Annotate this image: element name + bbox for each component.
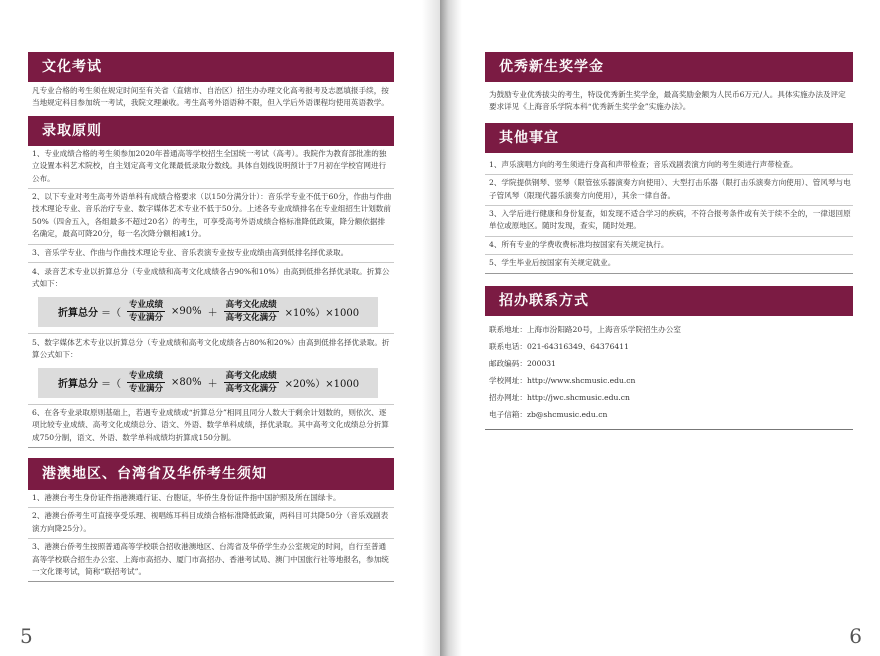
culture-exam-text: 凡专业合格的考生须在规定时间至有关省（直辖市、自治区）招生办办理文化高考报考及志愿填报手续，按当地规定科目参加统一考试，我院文理兼收。考生高考外语语种不限，但入学后外语课程均使用英语教学。 [32, 86, 389, 108]
section-title-culture-exam: 文化考试 [28, 52, 394, 82]
scholarship-text: 为鼓励专业优秀拔尖的考生，特设优秀新生奖学金，最高奖励金额为人民币6万元/人。具体实施办法及评定要求详见《上海音乐学院本科“优秀新生奖学金”实施办法》。 [489, 90, 846, 112]
section-title-admission: 录取原则 [28, 116, 394, 146]
fraction-denominator: 高考文化满分 [225, 384, 277, 395]
contact-label: 联系电话： [489, 341, 527, 351]
contact-email [485, 407, 853, 424]
right-page [440, 0, 880, 656]
admission-item-4: 4、录音艺术专业以折算总分（专业成绩和高考文化成绩各占90%和10%）由高到低排名择优录取。折算公式如下： [32, 267, 390, 289]
contact-postcode [485, 356, 853, 373]
other-item-1: 1、声乐演唱方向的考生须进行身高和声带检查；音乐戏剧表演方向的考生须进行声带检查。 [485, 153, 853, 175]
admission-item-5: 5、数字媒体艺术专业以折算总分（专业成绩和高考文化成绩各占80%和20%）由高到低排名择优录取。折算公式如下： [28, 333, 394, 365]
contact-value[interactable]: http://jwc.shcmusic.edu.cn [526, 392, 630, 402]
right-column [485, 52, 853, 430]
contact-value: 021-64316349、64376411 [526, 341, 629, 351]
other-item-4: 4、所有专业的学费收费标准均按国家有关规定执行。 [485, 237, 853, 255]
formula-equals: ＝（ [101, 308, 121, 320]
formula-label: 折算总分 [58, 379, 98, 391]
other-item-5: 5、学生毕业后按国家有关规定就业。 [485, 255, 853, 273]
admission-item-3: 3、音乐学专业、作曲与作曲技术理论专业、音乐表演专业按专业成绩由高到低排名择优录取。 [28, 245, 394, 263]
formula-weight-major: ×80% [171, 377, 202, 389]
fraction-numerator: 高考文化成绩 [225, 371, 277, 382]
hkmt-item-2: 2、港澳台侨考生可直接享受乐理、视唱练耳科目成绩合格标准降低政策，两科目可共降50分（音乐戏剧表演方向降25分）。 [28, 508, 394, 539]
formula-weight-culture: ×10%）×1000 [284, 308, 360, 320]
contact-value[interactable]: zb@shcmusic.edu.cn [526, 409, 608, 419]
fraction-numerator: 专业成绩 [129, 300, 164, 311]
other-item-2: 2、学院提供钢琴、竖琴（限管弦乐器演奏方向使用）、大型打击乐器（限打击乐演奏方向使用）、管风琴与电子管风琴（限现代器乐演奏方向使用），其余一律自备。 [485, 175, 853, 206]
page-number-right: 6 [849, 624, 862, 648]
formula-weight-culture: ×20%）×1000 [284, 379, 360, 391]
contact-label: 联系地址： [489, 324, 527, 334]
section-title-hk-macau-taiwan: 港澳地区、台湾省及华侨考生须知 [28, 458, 394, 490]
left-column [28, 52, 394, 582]
formula-weight-major: ×90% [171, 306, 202, 318]
formula-equals: ＝（ [101, 379, 121, 391]
hkmt-item-1: 1、港澳台考生身份证件指港澳通行证、台胞证，华侨生身份证件指中国护照及所在国绿卡。 [28, 490, 394, 508]
contact-list [485, 316, 853, 430]
contact-label: 招办网址： [489, 392, 527, 402]
page-gutter-shadow [422, 0, 440, 656]
formula-plus: ＋ [207, 379, 218, 391]
contact-label: 学校网址： [489, 375, 527, 385]
fraction-denominator: 专业满分 [129, 313, 164, 324]
contact-label: 电子信箱： [489, 409, 527, 419]
admission-item-1: 1、专业成绩合格的考生须参加2020年普通高等学校招生全国统一考试（高考）。我院作为教育部批准的独立设置本科艺术院校，自主划定高考文化课最低录取分数线。具体自划线说明预计于7月初在学校官网进行公布。 [28, 146, 394, 189]
formula-digital-media [38, 368, 378, 398]
formula-fraction-major [127, 371, 165, 394]
formula-label: 折算总分 [58, 308, 98, 320]
contact-value: 200031 [526, 358, 556, 368]
page-gutter-shadow [440, 0, 462, 656]
contact-address [485, 322, 853, 339]
page-number-left: 5 [20, 624, 33, 648]
formula-fraction-major [127, 300, 165, 323]
admission-item-6: 6、在各专业录取原则基础上，若遇专业成绩或“折算总分”相同且同分人数大于剩余计划数的，则依次、逐项比较专业成绩、高考文化成绩总分、语文、外语、数学单科成绩，择优录取。其中高考文化成绩总分折算成750分制，语文、外语、数学单科成绩均折算成150分制。 [28, 404, 394, 448]
hkmt-item-3: 3、港澳台侨考生按照普通高等学校联合招收港澳地区、台湾省及华侨学生办公室规定的时间，自行至普通高等学校联合招生办公室、上海市高招办、厦门市高招办、香港考试局、澳门中国旅行社等地报名，参加统一文化课考试，简称“联招考试”。 [28, 539, 394, 582]
contact-value[interactable]: http://www.shcmusic.edu.cn [526, 375, 636, 385]
admission-item-2: 2、以下专业对考生高考外语单科有成绩合格要求（以150分满分计）：音乐学专业不低于60分，作曲与作曲技术理论专业、音乐治疗专业、数字媒体艺术专业不低于50分。上述各专业成绩排名在专业组招生计划数前50%（四舍五入，各组最多不超过20名）的考生，可享受高考外语成绩合格标准降低政策，降分额依据排名确定，最高可降20分，每一名次降分额相减1分。 [28, 189, 394, 245]
fraction-numerator: 专业成绩 [129, 371, 164, 382]
contact-value: 上海市汾阳路20号，上海音乐学院招生办公室 [526, 324, 681, 334]
contact-school-website [485, 373, 853, 390]
section-title-contact: 招办联系方式 [485, 286, 853, 316]
contact-label: 邮政编码： [489, 358, 527, 368]
section-title-scholarship: 优秀新生奖学金 [485, 52, 853, 82]
formula-fraction-culture [224, 371, 279, 394]
contact-admission-website [485, 390, 853, 407]
section-title-other-matters: 其他事宜 [485, 123, 853, 153]
fraction-numerator: 高考文化成绩 [225, 300, 277, 311]
fraction-denominator: 专业满分 [129, 384, 164, 395]
other-item-3: 3、入学后进行健康和身份复查，如发现不适合学习的疾病，不符合报考条件或有关于续不全的，一律退回原单位或原地区。随时发现，查实，随时处理。 [485, 206, 853, 237]
formula-recording-art [38, 297, 378, 327]
contact-divider [485, 424, 853, 430]
contact-phone [485, 339, 853, 356]
formula-fraction-culture [224, 300, 279, 323]
formula-plus: ＋ [207, 308, 218, 320]
fraction-denominator: 高考文化满分 [225, 313, 277, 324]
